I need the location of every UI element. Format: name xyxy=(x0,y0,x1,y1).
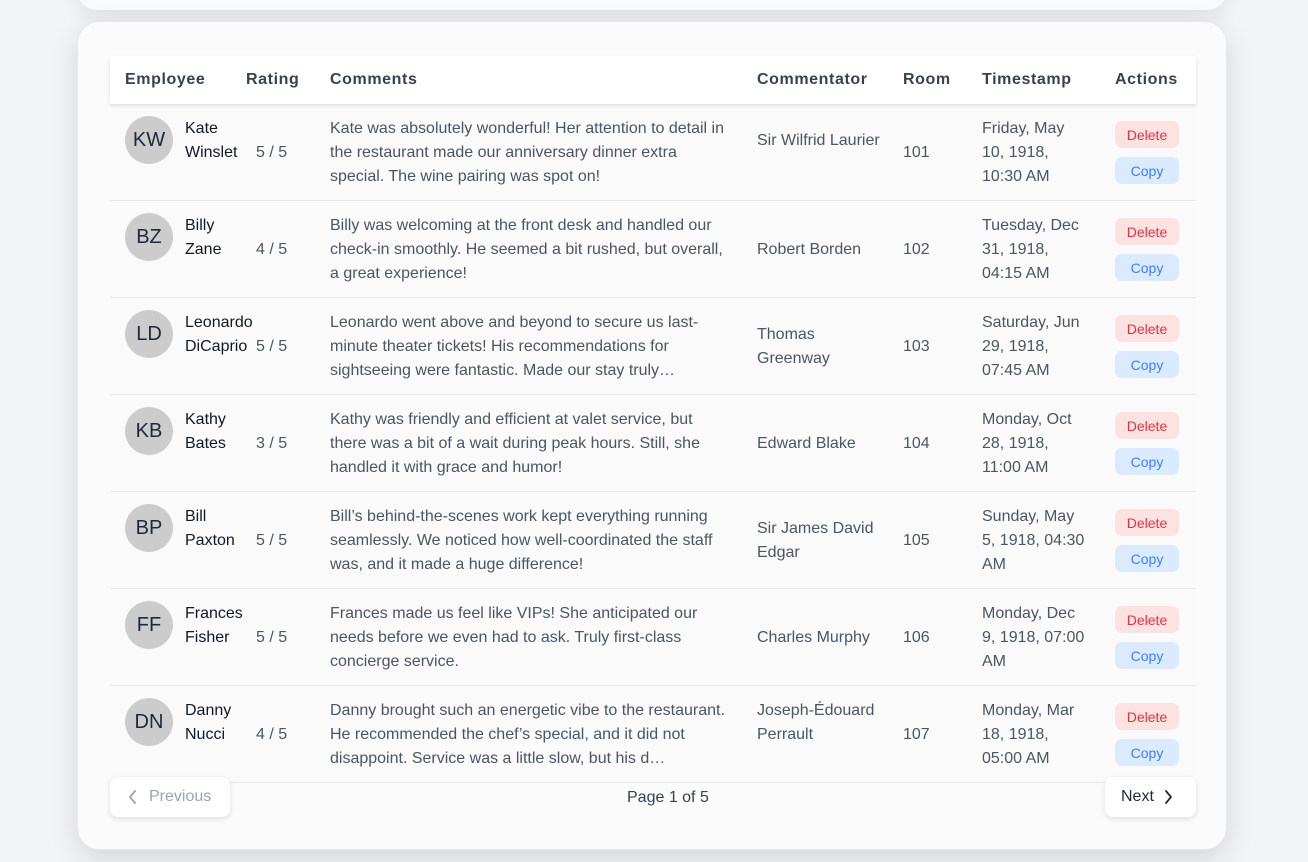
comment-text: Kate was absolutely wonderful! Her attention to detail in the restaurant made our anniversary dinner extra special. The wine pairing was spot on! xyxy=(330,120,725,185)
comment-text: Billy was welcoming at the front desk and handled our check-in smoothly. He seemed a bit rushed, but overall, a great experience! xyxy=(330,217,723,282)
room-number: 106 xyxy=(903,629,930,646)
header-timestamp: Timestamp xyxy=(982,71,1072,88)
rating-value: 3 / 5 xyxy=(256,435,288,452)
copy-button[interactable]: Copy xyxy=(1115,545,1179,572)
table-row xyxy=(110,201,1196,298)
copy-button[interactable]: Copy xyxy=(1115,254,1179,281)
chevron-left-icon xyxy=(128,790,137,804)
employee-name: Danny Nucci xyxy=(185,702,232,743)
copy-button[interactable]: Copy xyxy=(1115,739,1179,766)
comment-text: Leonardo went above and beyond to secure us last-minute theater tickets! His recommendations for sightseeing were fantastic. Made our stay truly… xyxy=(330,314,699,379)
header-actions: Actions xyxy=(1115,71,1178,88)
header-rating: Rating xyxy=(246,71,300,88)
delete-button[interactable]: Delete xyxy=(1115,703,1179,730)
employee-name: Kathy Bates xyxy=(185,411,226,452)
delete-button[interactable]: Delete xyxy=(1115,412,1179,439)
avatar: BP xyxy=(125,504,173,552)
copy-button[interactable]: Copy xyxy=(1115,642,1179,669)
delete-button[interactable]: Delete xyxy=(1115,121,1179,148)
delete-button[interactable]: Delete xyxy=(1115,315,1179,342)
rating-value: 4 / 5 xyxy=(256,726,288,743)
next-label: Next xyxy=(1121,788,1154,805)
employee-name: Kate Winslet xyxy=(185,120,238,161)
rating-value: 4 / 5 xyxy=(256,241,288,258)
room-number: 107 xyxy=(903,726,930,743)
copy-button[interactable]: Copy xyxy=(1115,157,1179,184)
table-row xyxy=(110,395,1196,492)
reviews-card xyxy=(77,21,1227,850)
commentator-name: Robert Borden xyxy=(757,241,862,258)
copy-button[interactable]: Copy xyxy=(1115,351,1179,378)
avatar: KB xyxy=(125,407,173,455)
room-number: 105 xyxy=(903,532,930,549)
table-row xyxy=(110,492,1196,589)
timestamp: Saturday, Jun 29, 1918, 07:45 AM xyxy=(982,314,1080,379)
employee-name: Frances Fisher xyxy=(185,605,243,646)
chevron-right-icon xyxy=(1164,790,1173,804)
commentator-name: Charles Murphy xyxy=(757,629,870,646)
header-room: Room xyxy=(903,71,951,88)
rating-value: 5 / 5 xyxy=(256,338,288,355)
table-row xyxy=(110,589,1196,686)
previous-page-button[interactable] xyxy=(110,777,230,817)
timestamp: Tuesday, Dec 31, 1918, 04:15 AM xyxy=(982,217,1079,282)
timestamp: Monday, Mar 18, 1918, 05:00 AM xyxy=(982,702,1075,767)
timestamp: Monday, Oct 28, 1918, 11:00 AM xyxy=(982,411,1072,476)
avatar: DN xyxy=(125,698,173,746)
header-commentator: Commentator xyxy=(757,71,868,88)
comment-text: Danny brought such an energetic vibe to the restaurant. He recommended the chef’s special, and it did not disappoint. Service was a little slow, but his d… xyxy=(330,702,725,767)
next-page-button[interactable] xyxy=(1105,777,1196,817)
reviews-table[interactable] xyxy=(110,56,1196,767)
rating-value: 5 / 5 xyxy=(256,532,288,549)
avatar: FF xyxy=(125,601,173,649)
avatar: KW xyxy=(125,116,173,164)
table-header xyxy=(110,56,1196,104)
comment-text: Frances made us feel like VIPs! She anticipated our needs before we even had to ask. Truly first-class concierge service. xyxy=(330,605,698,670)
room-number: 102 xyxy=(903,241,930,258)
avatar: LD xyxy=(125,310,173,358)
room-number: 103 xyxy=(903,338,930,355)
rating-value: 5 / 5 xyxy=(256,629,288,646)
delete-button[interactable]: Delete xyxy=(1115,509,1179,536)
header-comments: Comments xyxy=(330,71,418,88)
commentator-name: Thomas Greenway xyxy=(757,326,830,367)
room-number: 101 xyxy=(903,144,930,161)
commentator-name: Edward Blake xyxy=(757,435,856,452)
avatar: BZ xyxy=(125,213,173,261)
comment-text: Kathy was friendly and efficient at valet service, but there was a bit of a wait during peak hours. Still, she handled it with grace and humor! xyxy=(330,411,700,476)
copy-button[interactable]: Copy xyxy=(1115,448,1179,475)
room-number: 104 xyxy=(903,435,930,452)
previous-card-edge xyxy=(77,0,1227,10)
timestamp: Monday, Dec 9, 1918, 07:00 AM xyxy=(982,605,1085,670)
timestamp: Sunday, May 5, 1918, 04:30 AM xyxy=(982,508,1085,573)
table-row xyxy=(110,686,1196,783)
table-row xyxy=(110,298,1196,395)
header-employee: Employee xyxy=(125,71,206,88)
timestamp: Friday, May 10, 1918, 10:30 AM xyxy=(982,120,1065,185)
commentator-name: Joseph-Édouard Perrault xyxy=(757,702,875,743)
table-row xyxy=(110,104,1196,201)
rating-value: 5 / 5 xyxy=(256,144,288,161)
comment-text: Bill’s behind-the-scenes work kept everything running seamlessly. We noticed how well-coordinated the staff was, and it made a huge difference! xyxy=(330,508,713,573)
commentator-name: Sir Wilfrid Laurier xyxy=(757,132,880,149)
delete-button[interactable]: Delete xyxy=(1115,606,1179,633)
employee-name: Bill Paxton xyxy=(185,508,235,549)
employee-name: Leonardo DiCaprio xyxy=(185,314,253,355)
employee-name: Billy Zane xyxy=(185,217,222,258)
delete-button[interactable]: Delete xyxy=(1115,218,1179,245)
previous-label: Previous xyxy=(149,788,212,805)
page-indicator: Page 1 of 5 xyxy=(627,789,709,806)
commentator-name: Sir James David Edgar xyxy=(757,520,874,561)
